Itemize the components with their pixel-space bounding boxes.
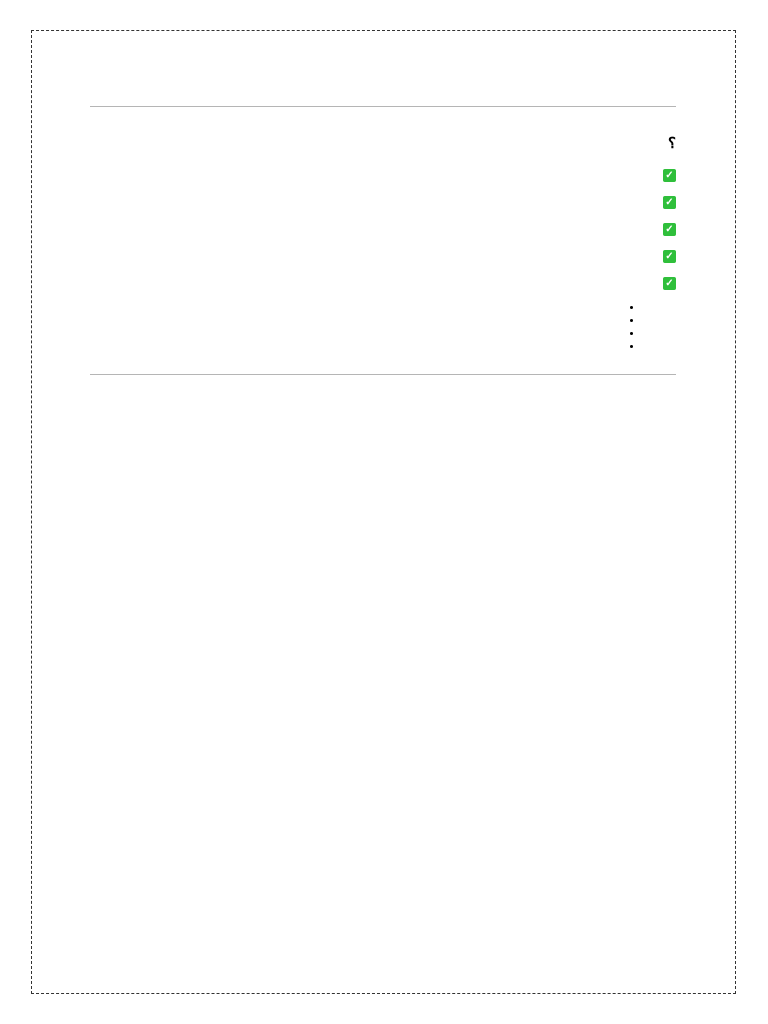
check-icon: ✓ [663, 250, 676, 263]
skills-list [90, 302, 676, 354]
feature-title [90, 250, 676, 263]
section-divider [90, 106, 676, 107]
feature-title [90, 277, 676, 290]
check-icon: ✓ [663, 223, 676, 236]
list-item [90, 302, 620, 315]
why-heading [90, 133, 676, 155]
why-heading-qmark: ؟ [668, 135, 676, 152]
list-item [90, 328, 620, 341]
list-item [90, 315, 620, 328]
check-icon: ✓ [663, 196, 676, 209]
feature-title [90, 169, 676, 182]
feature-title [90, 223, 676, 236]
feature-title [90, 196, 676, 209]
check-icon: ✓ [663, 169, 676, 182]
document-body [90, 88, 676, 401]
list-item [90, 341, 620, 354]
check-icon: ✓ [663, 277, 676, 290]
section-divider [90, 374, 676, 375]
